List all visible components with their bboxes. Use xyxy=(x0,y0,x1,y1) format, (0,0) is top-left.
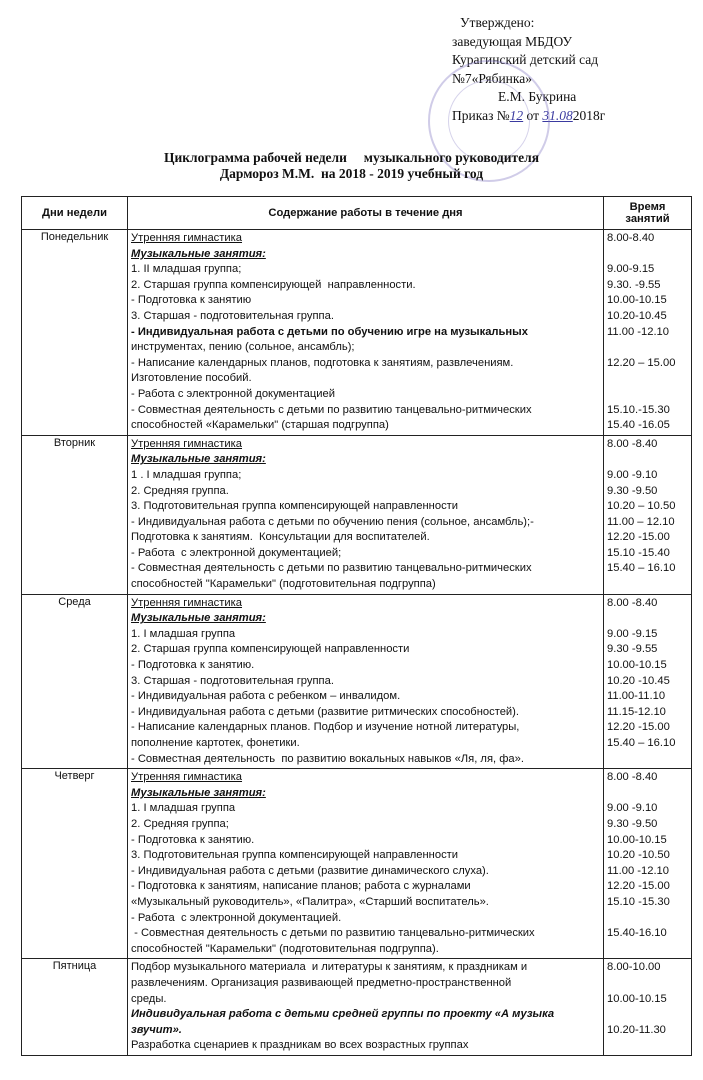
content-line: - Совместная деятельность с детьми по развитию танцевально-ритмических xyxy=(131,403,532,416)
content-line: - Индивидуальная работа с детьми по обучению игре на музыкальных xyxy=(131,325,528,338)
content-line: - Индивидуальная работа с ребенком – инвалидом. xyxy=(131,690,401,703)
schedule-table xyxy=(21,196,692,1056)
content-line: способностей "Карамельки" (подготовительная подгруппа). xyxy=(131,942,439,955)
content-line: Утренняя гимнастика xyxy=(131,437,243,450)
approval-line: заведующая МБДОУ xyxy=(452,33,573,49)
time-line: 9.30 -9.55 xyxy=(607,643,658,656)
day-cell: Среда xyxy=(22,594,128,769)
content-line: - Совместная деятельность с детьми по развитию танцевально-ритмических xyxy=(131,562,532,575)
time-line: 15.40-16.10 xyxy=(607,927,667,940)
time-line: 9.30 -9.50 xyxy=(607,817,658,830)
content-cell xyxy=(128,769,604,959)
time-line: 12.20 -15.00 xyxy=(607,531,670,544)
time-cell xyxy=(604,769,692,959)
content-line: Музыкальные занятия: xyxy=(131,453,266,466)
approval-line: Утверждено: xyxy=(460,15,535,30)
content-line: Индивидуальная работа с детьми средней группы по проекту «А музыка xyxy=(131,1008,555,1021)
content-line: 2. Старшая группа компенсирующей направленности xyxy=(131,643,410,656)
content-line: 1. II младшая группа; xyxy=(131,263,242,276)
content-cell xyxy=(128,435,604,594)
time-line: 10.00-10.15 xyxy=(607,992,667,1005)
time-line: 12.20 -15.00 xyxy=(607,721,670,734)
time-line: 10.20 -10.50 xyxy=(607,849,670,862)
day-cell: Вторник xyxy=(22,435,128,594)
time-line: 8.00 -8.40 xyxy=(607,596,658,609)
content-line: пополнение картотек, фонетики. xyxy=(131,737,300,749)
header-day: Дни недели xyxy=(22,197,128,230)
content-line: - Подготовка к занятиям, написание планов; работа с журналами xyxy=(131,880,471,893)
time-line xyxy=(607,752,688,768)
approval-line: №7«Рябинка» xyxy=(452,70,532,86)
content-line: 3. Подготовительная группа компенсирующей направленности xyxy=(131,500,459,513)
content-line: - Подготовка к занятию. xyxy=(131,659,255,672)
table-row xyxy=(22,230,692,436)
time-line: 9.00 -9.10 xyxy=(607,802,658,815)
order-date: 31.08 xyxy=(542,107,573,123)
time-line: 15.40 -16.05 xyxy=(607,419,670,432)
time-cell xyxy=(604,959,692,1056)
time-line: 15.40 – 16.10 xyxy=(607,562,676,575)
content-line: - Подготовка к занятию xyxy=(131,294,252,307)
time-line: 10.00-10.15 xyxy=(607,659,667,672)
content-line: Изготовление пособий. xyxy=(131,372,252,385)
time-line: 15.10 -15.40 xyxy=(607,546,670,559)
time-line: 10.00-10.15 xyxy=(607,833,667,846)
content-line: среды. xyxy=(131,992,167,1005)
content-line: - Совместная деятельность по развитию вокальных навыков «Ля, ля, фа». xyxy=(131,752,524,765)
content-line: - Работа с электронной документацией. xyxy=(131,911,342,924)
table-row xyxy=(22,959,692,1056)
table-header-row xyxy=(22,197,692,230)
time-line xyxy=(607,247,688,263)
order-suffix: 2018г xyxy=(572,107,606,123)
time-line: 9.00-9.15 xyxy=(607,263,655,276)
content-line: 3. Старшая - подготовительная группа. xyxy=(131,309,334,322)
content-line: способностей "Карамельки" (подготовительная подгруппа) xyxy=(131,578,436,591)
table-row xyxy=(22,769,692,959)
content-line: звучит». xyxy=(131,1023,182,1036)
time-line xyxy=(607,942,688,958)
header-time: Время занятий xyxy=(604,197,692,230)
title-line-2: Дарморoз М.М. на 2018 - 2019 учебный год xyxy=(219,166,484,181)
content-line: Утренняя гимнастика xyxy=(131,232,243,244)
content-line: 3. Старшая - подготовительная группа. xyxy=(131,674,334,687)
content-line: - Написание календарных планов. Подбор и изучение нотной литературы, xyxy=(131,721,520,734)
content-line: 2. Средняя группа. xyxy=(131,484,229,497)
time-line: 10.00-10.15 xyxy=(607,294,667,307)
content-line: Музыкальные занятия: xyxy=(131,612,266,625)
time-line: 11.00-11.10 xyxy=(607,690,666,703)
content-line: Музыкальные занятия: xyxy=(131,786,266,799)
order-mid: от xyxy=(523,107,543,123)
time-line xyxy=(607,1038,688,1054)
time-line xyxy=(607,611,688,627)
day-cell: Понедельник xyxy=(22,230,128,436)
content-line: 3. Подготовительная группа компенсирующей направленности xyxy=(131,849,459,862)
time-line xyxy=(607,340,688,356)
time-line xyxy=(607,387,688,403)
content-line: способностей «Карамельки" (старшая подгруппа) xyxy=(131,419,389,432)
content-line: 1. I младшая группа xyxy=(131,627,236,640)
content-line: Музыкальные занятия: xyxy=(131,247,266,260)
time-cell xyxy=(604,594,692,769)
time-line xyxy=(607,976,688,992)
time-line xyxy=(607,911,688,927)
time-line: 15.40 – 16.10 xyxy=(607,737,676,749)
time-line: 11.00 – 12.10 xyxy=(607,515,675,528)
time-line: 8.00-8.40 xyxy=(607,232,655,244)
time-line: 9.30. -9.55 xyxy=(607,278,661,291)
time-line: 9.00 -9.10 xyxy=(607,468,658,481)
content-line: Утренняя гимнастика xyxy=(131,771,243,784)
content-line: - Подготовка к занятию. xyxy=(131,833,255,846)
time-line: 8.00 -8.40 xyxy=(607,437,658,450)
time-line xyxy=(607,452,688,468)
signature-name: Е.М. Букрина xyxy=(498,89,577,104)
approval-line: Курагинский детский сад xyxy=(452,52,599,67)
time-cell xyxy=(604,435,692,594)
document-title xyxy=(0,150,703,182)
time-line: 8.00 -8.40 xyxy=(607,771,658,784)
time-line xyxy=(607,786,688,802)
time-line xyxy=(607,1007,688,1023)
content-line: 1. I младшая группа xyxy=(131,802,236,815)
content-line: инструментах, пению (сольное, ансамбль); xyxy=(131,341,355,354)
content-cell xyxy=(128,594,604,769)
time-cell xyxy=(604,230,692,436)
title-line-1: Циклограмма рабочей недели музыкального руководителя xyxy=(163,150,540,165)
time-line: 9.00 -9.15 xyxy=(607,627,658,640)
content-line: 1 . I младшая группа; xyxy=(131,468,242,481)
content-line: - Индивидуальная работа с детьми (развитие ритмических способностей). xyxy=(131,705,520,718)
content-line: Разработка сценариев к праздникам во всех возрастных группах xyxy=(131,1039,469,1052)
content-line: Подбор музыкального материала и литературы к занятиям, к праздникам и xyxy=(131,961,528,974)
time-line: 10.20-10.45 xyxy=(607,309,667,322)
time-line: 11.00 -12.10 xyxy=(607,325,669,338)
content-line: - Работа с электронной документацией; xyxy=(131,546,342,559)
content-line: 2. Старшая группа компенсирующей направленности. xyxy=(131,278,416,291)
time-line: 10.20-11.30 xyxy=(607,1023,666,1036)
content-line: Утренняя гимнастика xyxy=(131,596,243,609)
order-prefix: Приказ № xyxy=(452,107,510,123)
time-line: 9.30 -9.50 xyxy=(607,484,658,497)
content-line: - Совместная деятельность с детьми по развитию танцевально-ритмических xyxy=(131,927,535,940)
content-line: 2. Средняя группа; xyxy=(131,817,229,830)
time-line: 11.15-12.10 xyxy=(607,705,666,718)
content-line: Подготовка к занятиям. Консультации для воспитателей. xyxy=(131,531,430,544)
time-line: 15.10 -15.30 xyxy=(607,895,670,908)
time-line: 10.20 – 10.50 xyxy=(607,500,676,513)
day-cell: Четверг xyxy=(22,769,128,959)
time-line: 12.20 -15.00 xyxy=(607,880,670,893)
day-cell: Пятница xyxy=(22,959,128,1056)
content-cell xyxy=(128,230,604,436)
header-content: Содержание работы в течение дня xyxy=(128,197,604,230)
content-line: - Написание календарных планов, подготовка к занятиям, развлечениям. xyxy=(131,356,514,369)
time-line: 8.00-10.00 xyxy=(607,961,661,974)
time-line: 15.10.-15.30 xyxy=(607,403,670,416)
table-row xyxy=(22,594,692,769)
time-line: 11.00 -12.10 xyxy=(607,864,669,877)
content-line: - Работа с электронной документацией xyxy=(131,387,335,400)
content-line: «Музыкальный руководитель», «Палитра», «Старший воспитатель». xyxy=(131,895,489,908)
time-line: 10.20 -10.45 xyxy=(607,674,670,687)
time-line xyxy=(607,577,688,593)
time-line xyxy=(607,371,688,387)
content-line: - Индивидуальная работа с детьми (развитие динамического слуха). xyxy=(131,864,489,877)
content-line: развлечениям. Организация развивающей предметно-пространственной xyxy=(131,976,512,989)
order-number: 12 xyxy=(509,107,524,123)
time-line: 12.20 – 15.00 xyxy=(607,356,676,369)
content-cell xyxy=(128,959,604,1056)
content-line: - Индивидуальная работа с детьми по обучению пения (сольное, ансамбль);- xyxy=(131,515,534,528)
table-row xyxy=(22,435,692,594)
